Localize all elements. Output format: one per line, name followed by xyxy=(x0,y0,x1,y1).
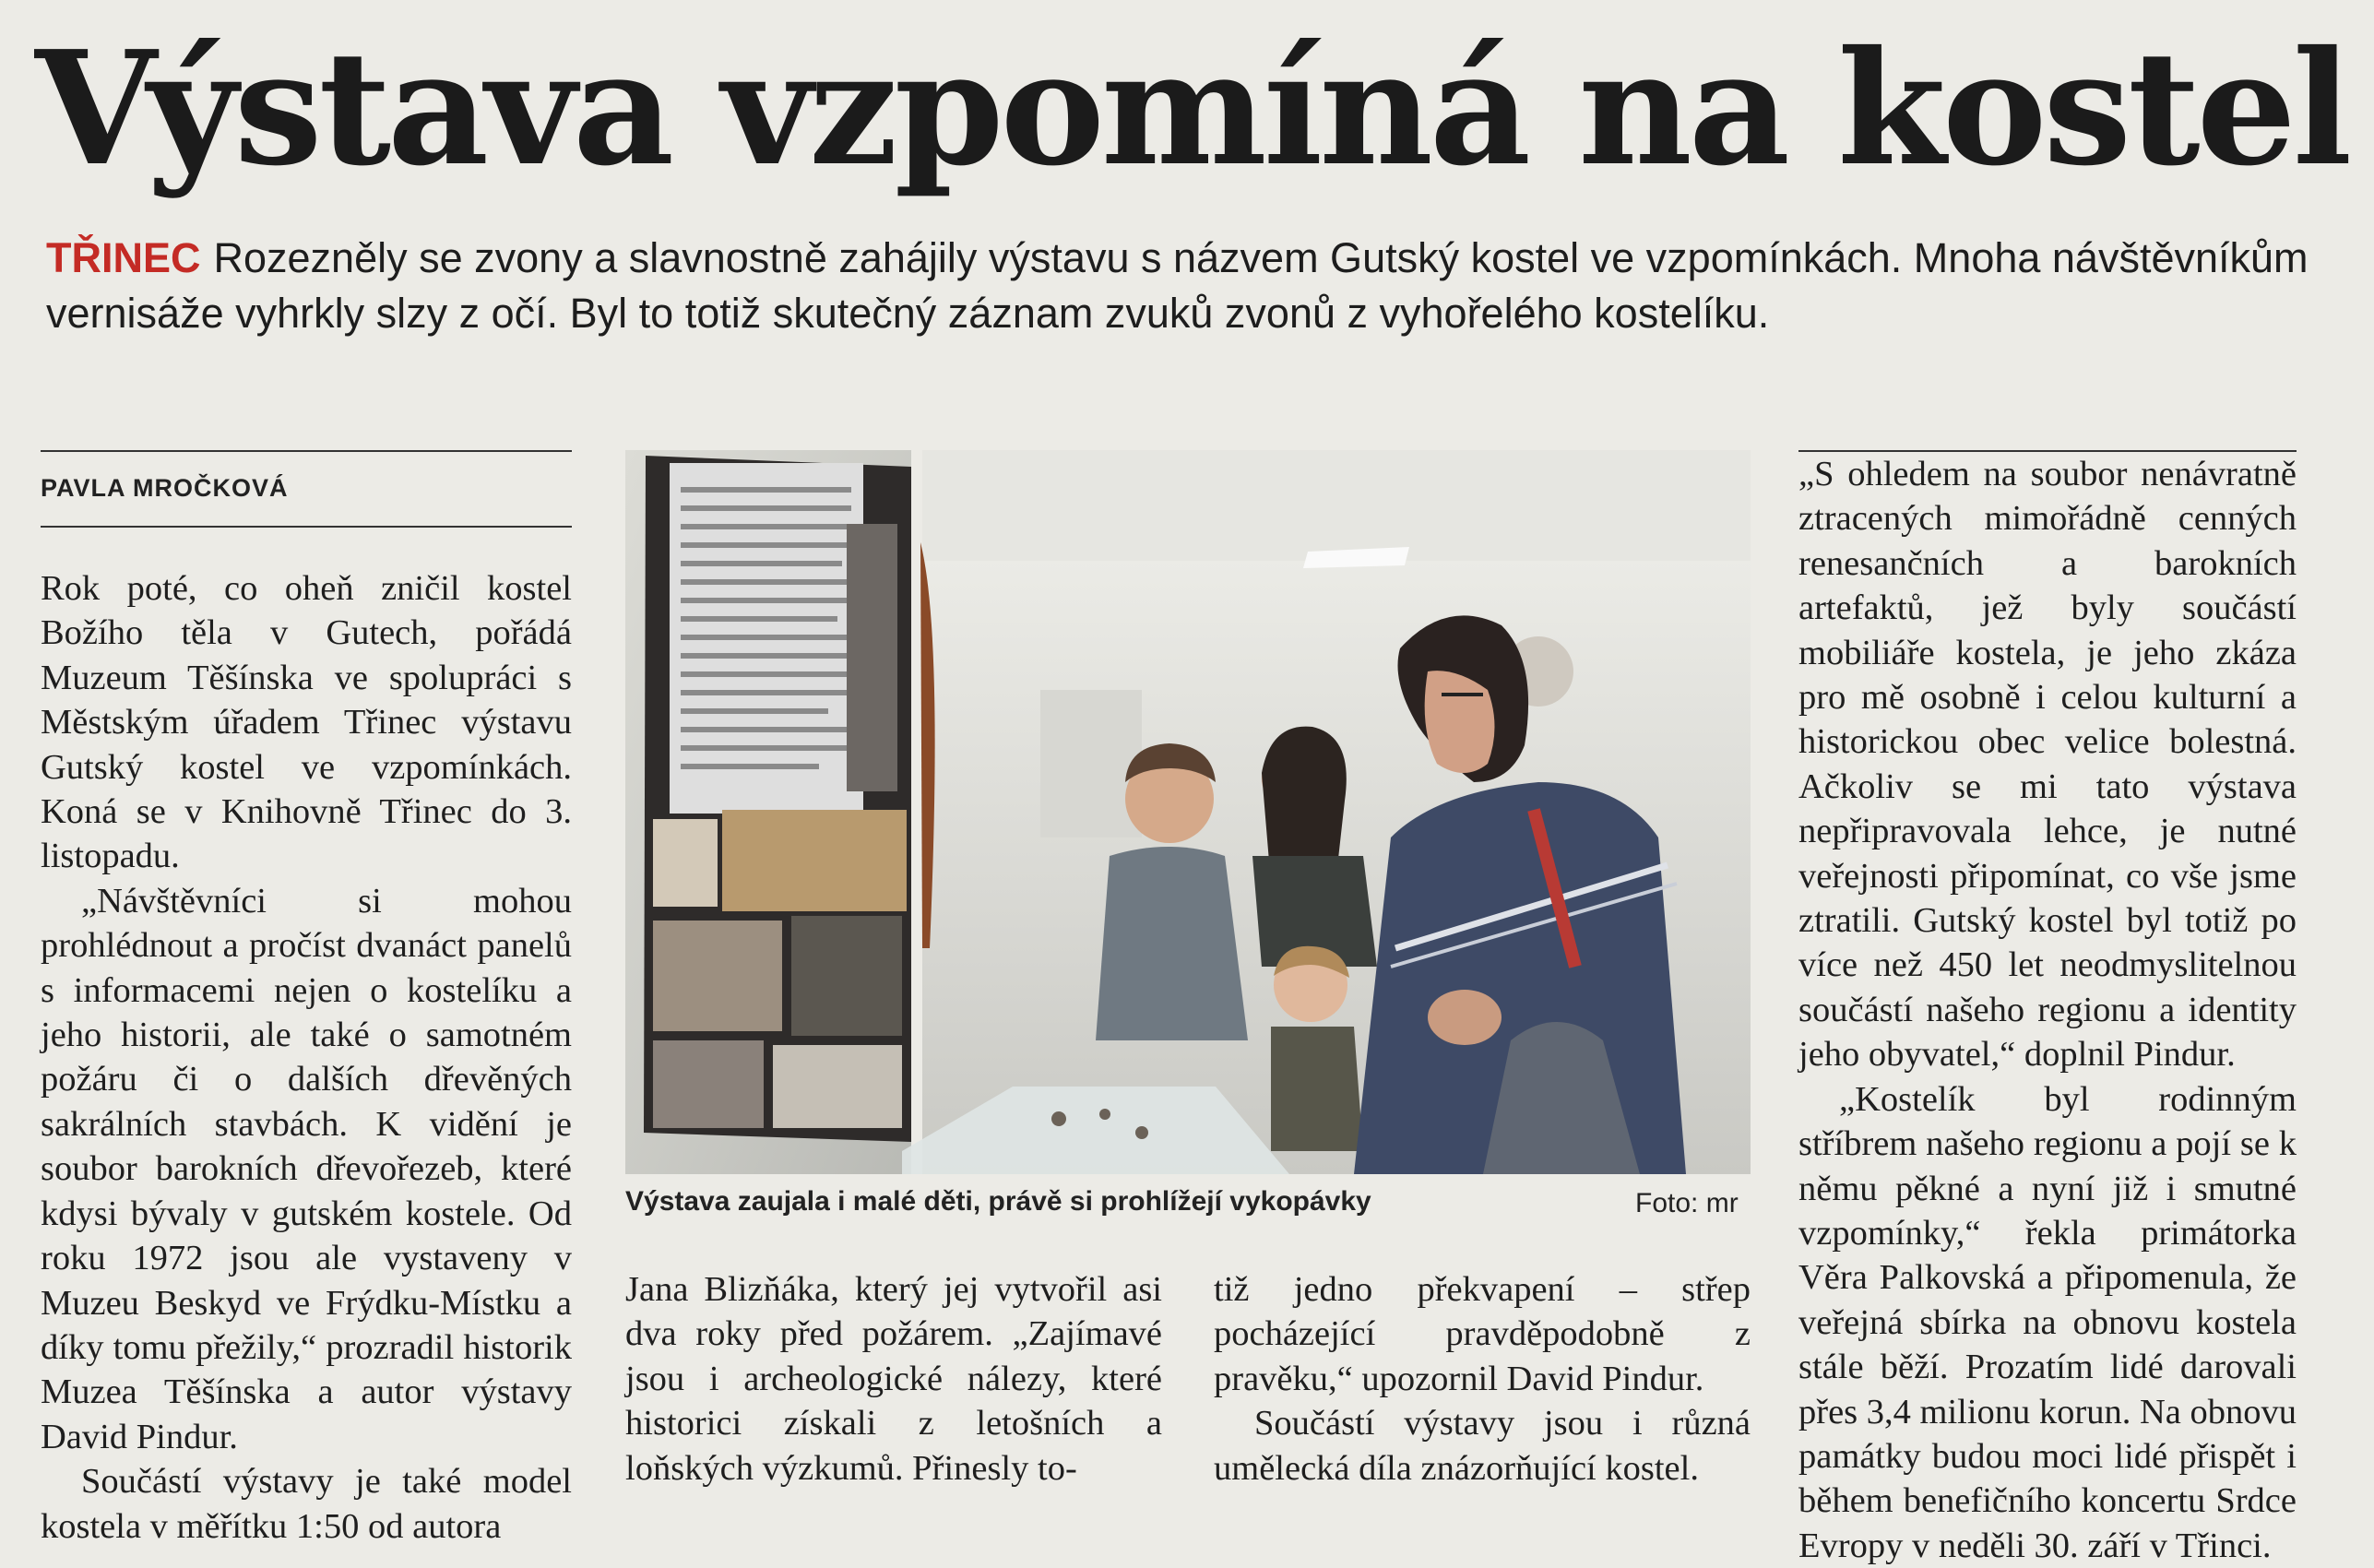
byline-rule-top xyxy=(41,450,572,452)
article-column-3 xyxy=(1214,1267,1751,1491)
col1-paragraph-1: Rok poté, co oheň zničil kostel Božího těla v Gutech, pořádá Muzeum Těšínska ve spolupráci s Městským úřadem Třinec výstavu Gutský kostel ve vzpomínkách. Koná se v Knihovně Třinec do 3. listopadu. xyxy=(41,569,572,876)
col3-paragraph-1: tiž jedno překvapení – střep pocházející pravděpodobně z pravěku,“ upozornil David Pindur. xyxy=(1214,1270,1751,1398)
dateline-place: TŘINEC xyxy=(46,234,201,281)
col1-paragraph-3: Součástí výstavy je také model kostela v měřítku 1:50 od autora xyxy=(41,1462,572,1546)
col3-paragraph-2: Součástí výstavy jsou i různá umělecká díla znázorňující kostel. xyxy=(1214,1404,1751,1488)
article-column-2 xyxy=(625,1267,1162,1491)
lead-paragraph xyxy=(46,231,2333,341)
exhibition-photo-image xyxy=(625,450,1751,1174)
byline: PAVLA MROČKOVÁ xyxy=(41,474,289,502)
col1-paragraph-2: „Návštěvníci si mohou prohlédnout a pročíst dvanáct panelů s informacemi nejen o kostelíku a jeho historii, ale také o samotném požáru či o dalších dřevěných sakrálních stavbách. K vidění je soubor barokních dřevořezeb, které kdysi bývaly v gutském kostele. Od roku 1972 jsou ale vystaveny v Muzeu Beskyd ve Frýdku-Místku a díky tomu přežily,“ prozradil historik Muzea Těšínska a autor výstavy David Pindur. xyxy=(41,881,572,1456)
col4-paragraph-2: „Kostelík byl rodinným stříbrem našeho regionu a pojí se k němu pěkné a nyní již i smutné vzpomínky,“ řekla primátorka Věra Palkovská a připomenula, že veřejná sbírka na obnovu kostela stále běží. Prozatím lidé darovali přes 3,4 milionu korun. Na obnovu památky budou moci lidé přispět i během benefičního koncertu Srdce Evropy v neděli 30. září v Třinci. xyxy=(1798,1079,2297,1565)
headline: Výstava vzpomíná na kostel xyxy=(35,17,2349,201)
col2-paragraph-1: Jana Blizňáka, který jej vytvořil asi dva roky před požárem. „Zajímavé jsou i archeologické nálezy, které historici získali z letošních a loňských výzkumů. Přinesly to- xyxy=(625,1270,1162,1488)
article-column-4 xyxy=(1798,452,2297,1568)
col4-paragraph-1: „S ohledem na soubor nenávratně ztracených mimořádně cenných renesančních a barokních artefaktů, jež byly součástí mobiliáře kostela, je jeho zkáza pro mě osobně i celou kulturní a historickou obec velice bolestná. Ačkoliv se mi tato výstava nepřipravovala lehce, je nutné veřejnosti připomínat, co vše jsme ztratili. Gutský kostel byl totiž po více než 450 let neodmyslitelnou součástí našeho regionu a identity jeho obyvatel,“ doplnil Pindur. xyxy=(1798,455,2297,1075)
article-column-1 xyxy=(41,566,572,1549)
lead-text: Rozezněly se zvony a slavnostně zahájily výstavu s názvem Gutský kostel ve vzpomínkách. Mnoha návštěvníkům vernisáže vyhrkly slzy z očí. Byl to totiž skutečný záznam zvuků zvonů z vyhořelého kostelíku. xyxy=(46,234,2309,337)
photo-credit: Foto: mr xyxy=(1635,1188,1739,1218)
exhibition-photo xyxy=(625,450,1751,1174)
photo-caption: Výstava zaujala i malé děti, právě si prohlížejí vykopávky xyxy=(625,1186,1371,1217)
byline-rule-bottom xyxy=(41,526,572,528)
